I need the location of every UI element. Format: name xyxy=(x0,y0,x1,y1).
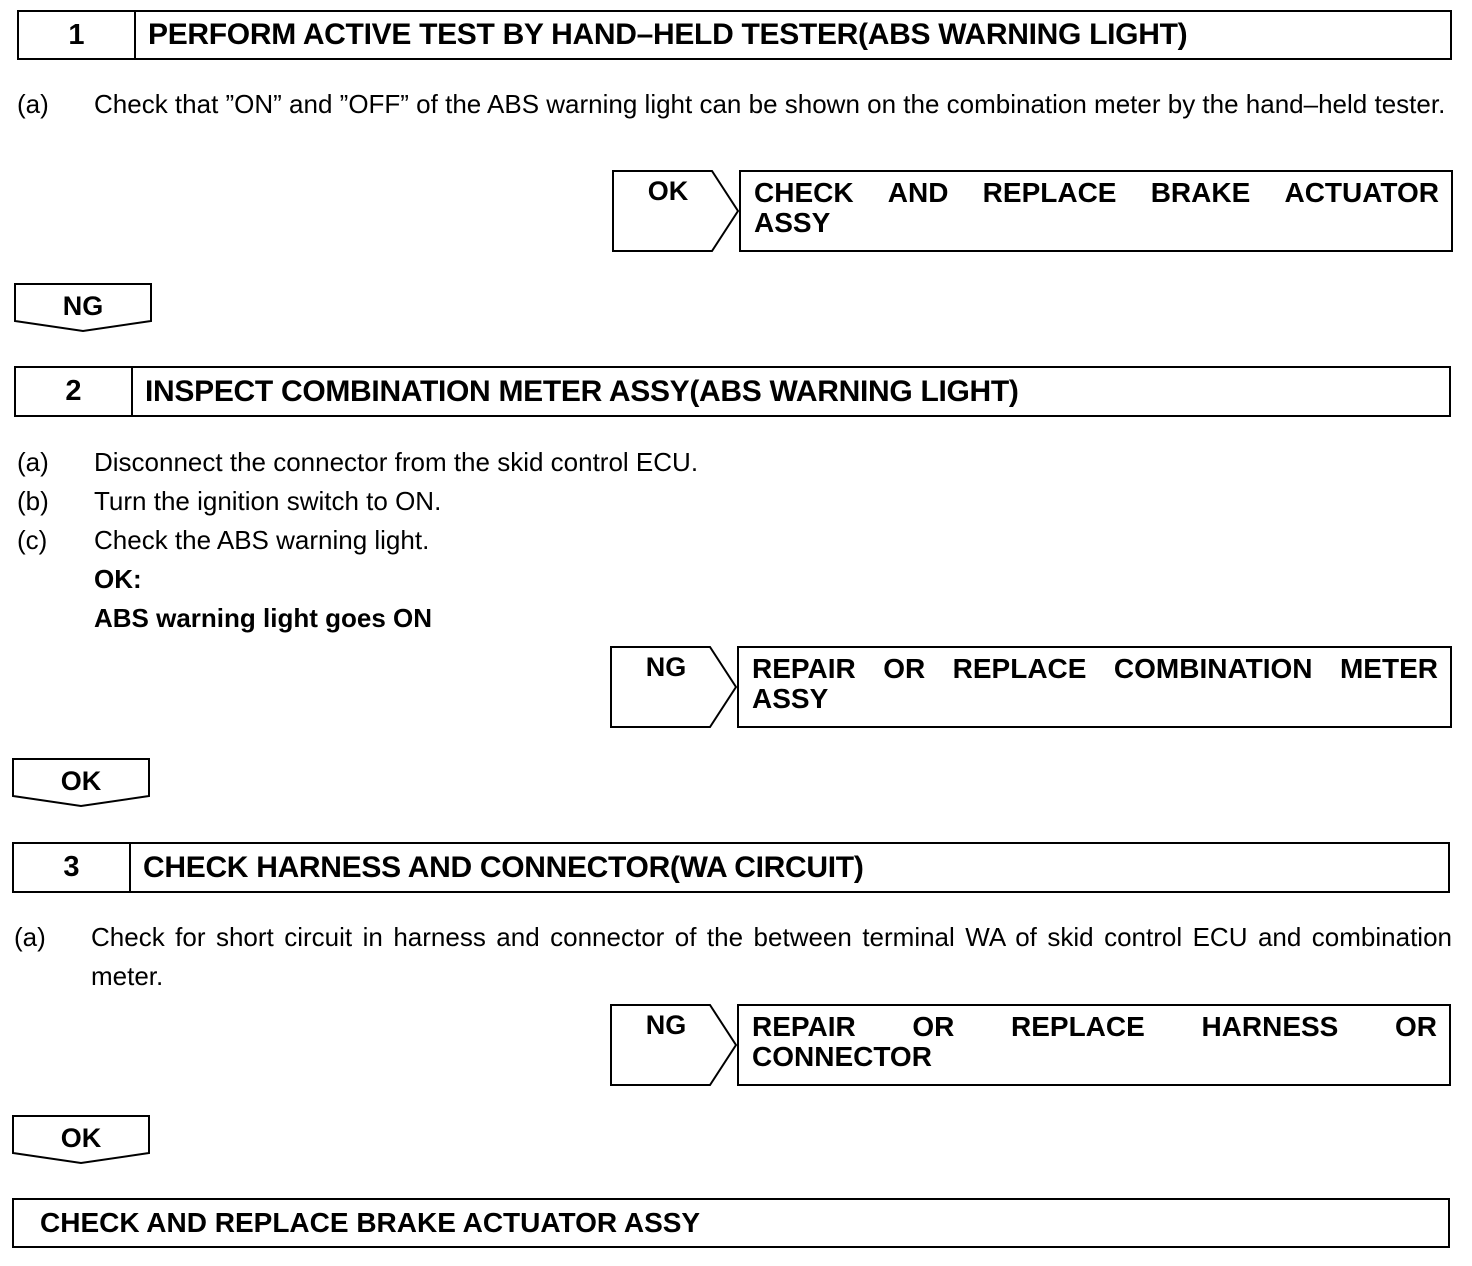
result-action: REPAIR OR REPLACE HARNESS OR CONNECTOR xyxy=(737,1004,1451,1086)
step-title: INSPECT COMBINATION METER ASSY(ABS WARNING LIGHT) xyxy=(145,374,1019,408)
result-action: CHECK AND REPLACE BRAKE ACTUATOR ASSY xyxy=(739,170,1453,252)
step-2-ok-text: ABS warning light goes ON xyxy=(94,603,433,633)
step-3-item-a xyxy=(14,918,1452,998)
result-action: REPAIR OR REPLACE COMBINATION METER ASSY xyxy=(737,646,1452,728)
step-1-next-tag: NG xyxy=(14,283,154,333)
step-title: CHECK HARNESS AND CONNECTOR(WA CIRCUIT) xyxy=(143,850,864,884)
item-label: (c) xyxy=(17,525,48,555)
item-text: Check the ABS warning light. xyxy=(94,525,430,555)
item-label: (b) xyxy=(17,486,49,516)
step-3-next-tag: OK xyxy=(12,1115,152,1165)
item-text: Turn the ignition switch to ON. xyxy=(94,486,442,516)
result-label: NG xyxy=(645,652,687,682)
item-label: (a) xyxy=(17,89,49,119)
item-text: Check for short circuit in harness and connector of the between terminal WA of skid control ECU and combination meter. xyxy=(91,922,1452,991)
step-2-ok-heading: OK: xyxy=(94,564,142,594)
item-text: Check that ”ON” and ”OFF” of the ABS warning light can be shown on the combination meter by the hand–held tester. xyxy=(94,89,1446,119)
step-1-result xyxy=(612,170,1453,252)
step-number: 3 xyxy=(14,844,131,891)
result-label: NG xyxy=(645,1010,687,1040)
step-2-header xyxy=(14,366,1451,417)
item-label: (a) xyxy=(17,447,49,477)
result-label: OK xyxy=(647,176,689,206)
step-1-header xyxy=(17,10,1452,60)
step-number: 1 xyxy=(19,12,136,58)
step-title: PERFORM ACTIVE TEST BY HAND–HELD TESTER(ABS WARNING LIGHT) xyxy=(148,18,1188,51)
step-2-next-tag: OK xyxy=(12,758,152,808)
final-action-box: CHECK AND REPLACE BRAKE ACTUATOR ASSY xyxy=(12,1198,1450,1248)
step-1-item-a xyxy=(17,85,1454,165)
step-3-result xyxy=(610,1004,1451,1086)
step-2-result xyxy=(610,646,1452,728)
item-text: Disconnect the connector from the skid control ECU. xyxy=(94,447,699,477)
item-label: (a) xyxy=(14,922,46,952)
step-3-header xyxy=(12,842,1450,893)
step-number: 2 xyxy=(16,368,133,415)
